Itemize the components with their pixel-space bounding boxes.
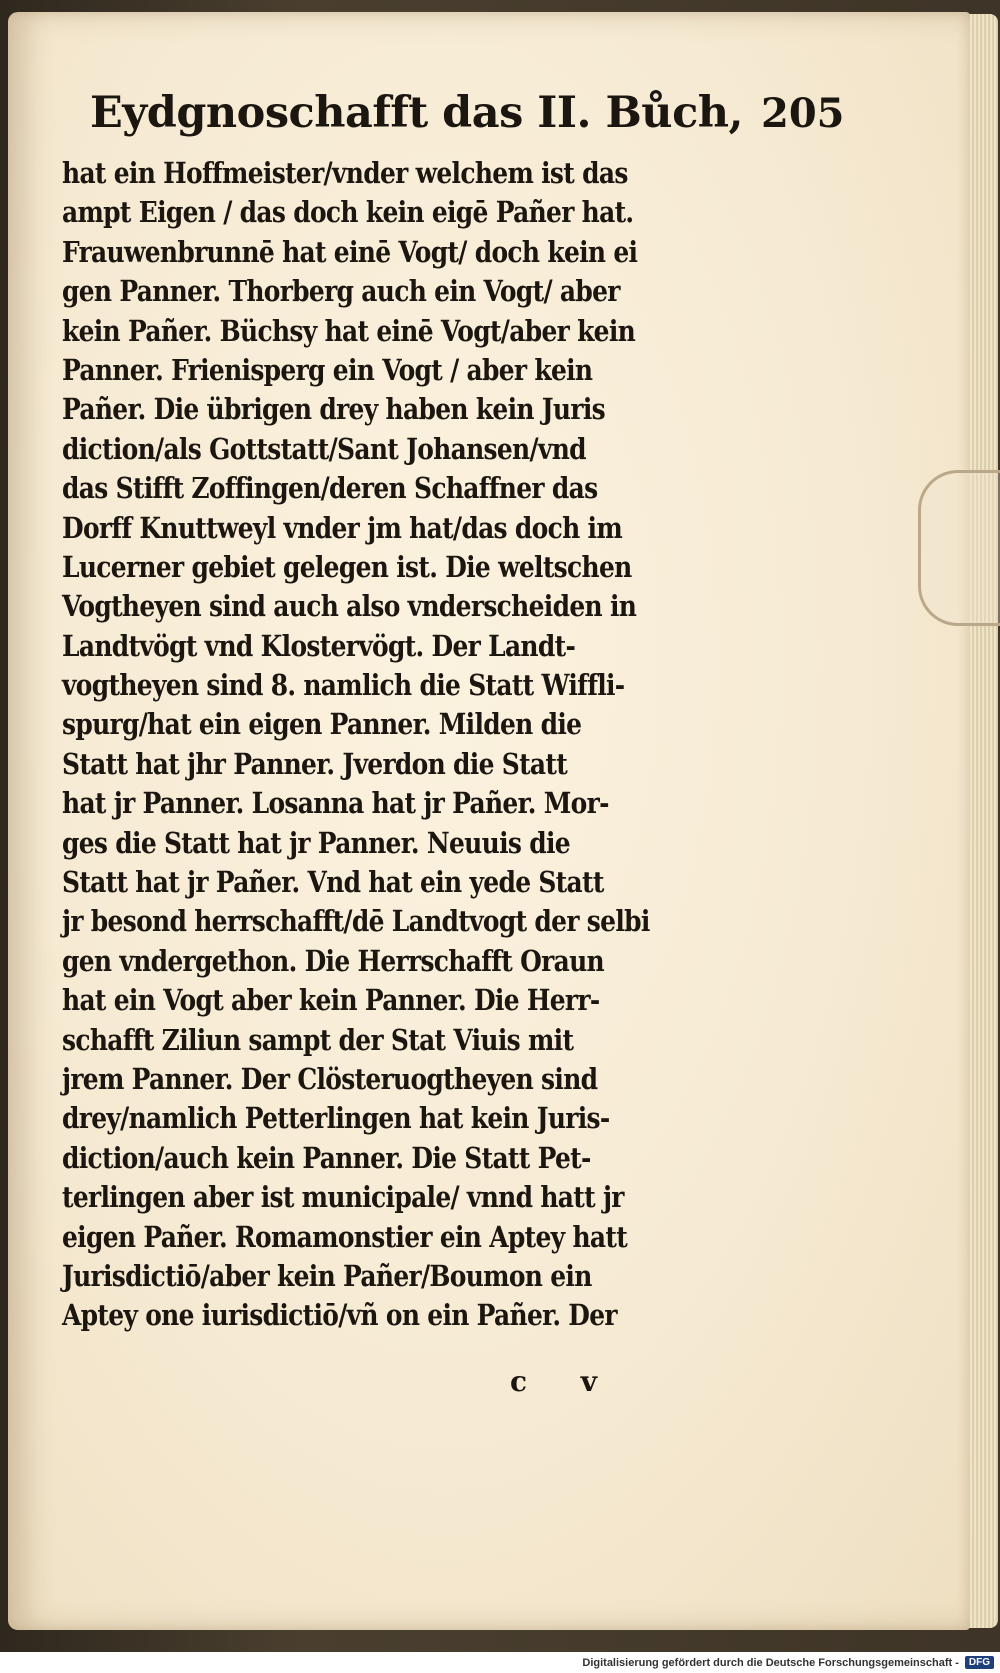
text-line: hat ein Hoffmeister/vnder welchem ist das [62,156,628,190]
text-line: Panner. Frienisperg ein Vogt / aber kein [62,352,593,387]
text-line: Statt hat jr Pañer. Vnd hat ein yede Statt [62,865,604,900]
text-line: terlingen aber ist municipale/ vnnd hatt jr [62,1180,624,1215]
text-line: diction/als Gottstatt/Sant Johansen/vnd [62,431,586,466]
dfg-logo: DFG [965,1656,994,1669]
text-line: das Stifft Zoffingen/deren Schaffner das [62,471,598,506]
signature-mark: c v [510,1365,620,1398]
text-line: jrem Panner. Der Clösteruogtheyen sind [62,1061,598,1096]
text-line: vogtheyen sind 8. namlich die Statt Wiffli- [62,668,625,703]
digitization-credit: Digitalisierung gefördert durch die Deutsche Forschungsgemeinschaft - [582,1656,959,1669]
text-line: Jurisdictiō/aber kein Pañer/Boumon ein [62,1258,592,1293]
text-line: gen Panner. Thorberg auch ein Vogt/ aber [62,274,620,309]
body-text [62,154,762,1336]
text-line: diction/auch kein Panner. Die Statt Pet- [62,1140,591,1175]
text-line: drey/namlich Petterlingen hat kein Juris- [62,1101,610,1136]
text-line: ges die Statt hat jr Panner. Neuuis die [62,825,570,860]
text-line: kein Pañer. Büchsy hat einē Vogt/aber kein [62,313,636,348]
digitization-footer [0,1652,1000,1673]
text-line: hat jr Panner. Losanna hat jr Pañer. Mor- [62,786,609,821]
text-line: Lucerner gebiet gelegen ist. Die weltschen [62,549,632,584]
text-line: gen vndergethon. Die Herrschafft Oraun [62,943,604,978]
book-clasp [918,470,1000,626]
text-line: eigen Pañer. Romamonstier ein Aptey hatt [62,1219,628,1254]
text-line: Aptey one iurisdictiō/vñ on ein Pañer. Der [62,1298,617,1333]
text-line: Dorff Knuttweyl vnder jm hat/das doch im [62,510,623,545]
text-line: Vogtheyen sind auch also vnderscheiden in [62,589,637,624]
text-line: Frauwenbrunnē hat einē Vogt/ doch kein ei [62,234,638,269]
text-line: hat ein Vogt aber kein Panner. Die Herr- [62,983,600,1018]
text-line: ampt Eigen / das doch kein eigē Pañer hat. [62,195,634,230]
text-line: Pañer. Die übrigen drey haben kein Juris [62,392,605,427]
text-line: Landtvögt vnd Klostervögt. Der Landt- [62,628,576,663]
text-line: spurg/hat ein eigen Panner. Milden die [62,707,582,742]
running-head [90,88,845,158]
text-line: jr besond herrschafft/dē Landtvogt der selbi [62,904,650,939]
text-line: schafft Ziliun sampt der Stat Viuis mit [62,1022,574,1057]
page-number: 205 [760,90,845,137]
text-line: Statt hat jhr Panner. Jverdon die Statt [62,746,568,781]
running-head-title: Eydgnoschafft das II. Bůch, [90,88,743,138]
